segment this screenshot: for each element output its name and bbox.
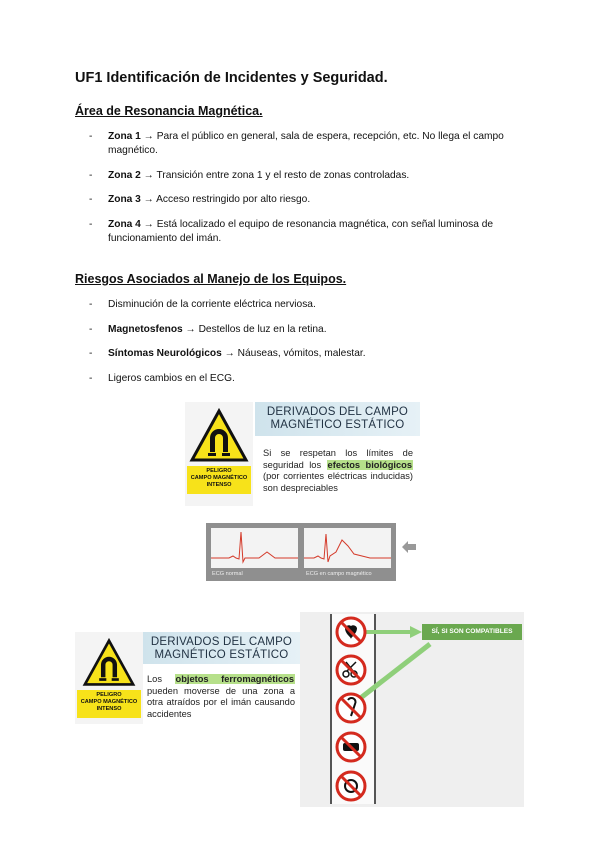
zone-description: → Está localizado el equipo de resonancia magnética, con señal luminosa de funcionamiento del imán. (108, 218, 494, 244)
zone-description: → Transición entre zona 1 y el resto de zonas controladas. (140, 169, 410, 181)
warning-sign (75, 632, 143, 724)
risk-name: Magnetosfenos (108, 323, 183, 335)
warning-label: PELIGRO CAMPO MAGNÉTICO INTENSO (187, 466, 251, 494)
zone-name: Zona 3 (108, 194, 141, 205)
risk-description: → Náuseas, vómitos, malestar. (221, 348, 366, 359)
list-item (75, 130, 525, 158)
list-item (75, 372, 525, 386)
compatible-label: SÍ, SI SON COMPATIBLES (422, 624, 522, 640)
list-item (75, 298, 525, 312)
ecg-caption-right: ECG en campo magnético (306, 571, 372, 577)
ecg-magnetic-panel (304, 528, 391, 568)
risk-list (75, 298, 525, 396)
warning-sign (185, 402, 253, 506)
zone-name: Zona 1 (108, 131, 141, 142)
warning-label: PELIGRO CAMPO MAGNÉTICO INTENSO (77, 690, 141, 718)
figure-ferromagnetic-objects (75, 632, 300, 724)
zone-description: → Para el público en general, sala de espera, recepción, etc. No llega el campo magnético. (108, 131, 504, 156)
list-item (75, 347, 525, 361)
scissors-prohibited-icon (337, 656, 365, 684)
ecg-caption-left: ECG normal (212, 571, 243, 577)
highlight-term: efectos biológicos (327, 459, 412, 470)
list-item (75, 169, 525, 183)
hearing-aid-prohibited-icon (337, 772, 365, 800)
list-item (75, 323, 525, 337)
ecg-normal-panel (211, 528, 298, 568)
implant-prohibited-icon (337, 694, 365, 722)
risk-description: Disminución de la corriente eléctrica nerviosa. (108, 299, 316, 310)
section-heading-risks: Riesgos Asociados al Manejo de los Equipos. (75, 272, 347, 286)
risk-description: Ligeros cambios en el ECG. (108, 372, 235, 384)
figure-header: DERIVADOS DEL CAMPO MAGNÉTICO ESTÁTICO (143, 632, 300, 664)
zone-description: → Acceso restringido por alto riesgo. (140, 194, 311, 205)
figure-body-text: Si se respetan los límites de seguridad los efectos biológicos (por corrientes eléctricas inducidas) son despreciables (263, 448, 413, 493)
watch-prohibited-icon (337, 733, 365, 761)
list-item (75, 218, 525, 246)
ecg-magnetic-trace (304, 528, 391, 568)
magnet-warning-icon (79, 638, 139, 688)
pacemaker-prohibited-icon (337, 618, 365, 646)
ecg-normal-trace (211, 528, 298, 568)
risk-name: Síntomas Neurológicos (108, 348, 222, 359)
section-heading-resonance-area: Área de Resonancia Magnética. (75, 104, 263, 118)
prohibition-signs-svg (300, 612, 524, 807)
document-title: UF1 Identificación de Incidentes y Seguridad. (75, 70, 388, 86)
zone-name: Zona 2 (108, 169, 141, 181)
zone-name: Zona 4 (108, 218, 141, 230)
prohibition-signs-panel (300, 612, 524, 807)
magnet-warning-icon (189, 408, 249, 464)
list-item (75, 193, 525, 207)
figure-body-text: Los objetos ferromagnéticos pueden moverse de una zona a otra atraídos por el imán causando accidentes (147, 674, 295, 719)
figure-static-field-biological (185, 402, 420, 510)
highlight-term: objetos ferromagnéticos (175, 674, 294, 684)
zone-list (75, 130, 525, 256)
figure-ecg-comparison (206, 523, 396, 581)
arrow-icon (402, 541, 416, 553)
risk-description: → Destellos de luz en la retina. (182, 323, 327, 335)
figure-header: DERIVADOS DEL CAMPO MAGNÉTICO ESTÁTICO (255, 402, 420, 436)
